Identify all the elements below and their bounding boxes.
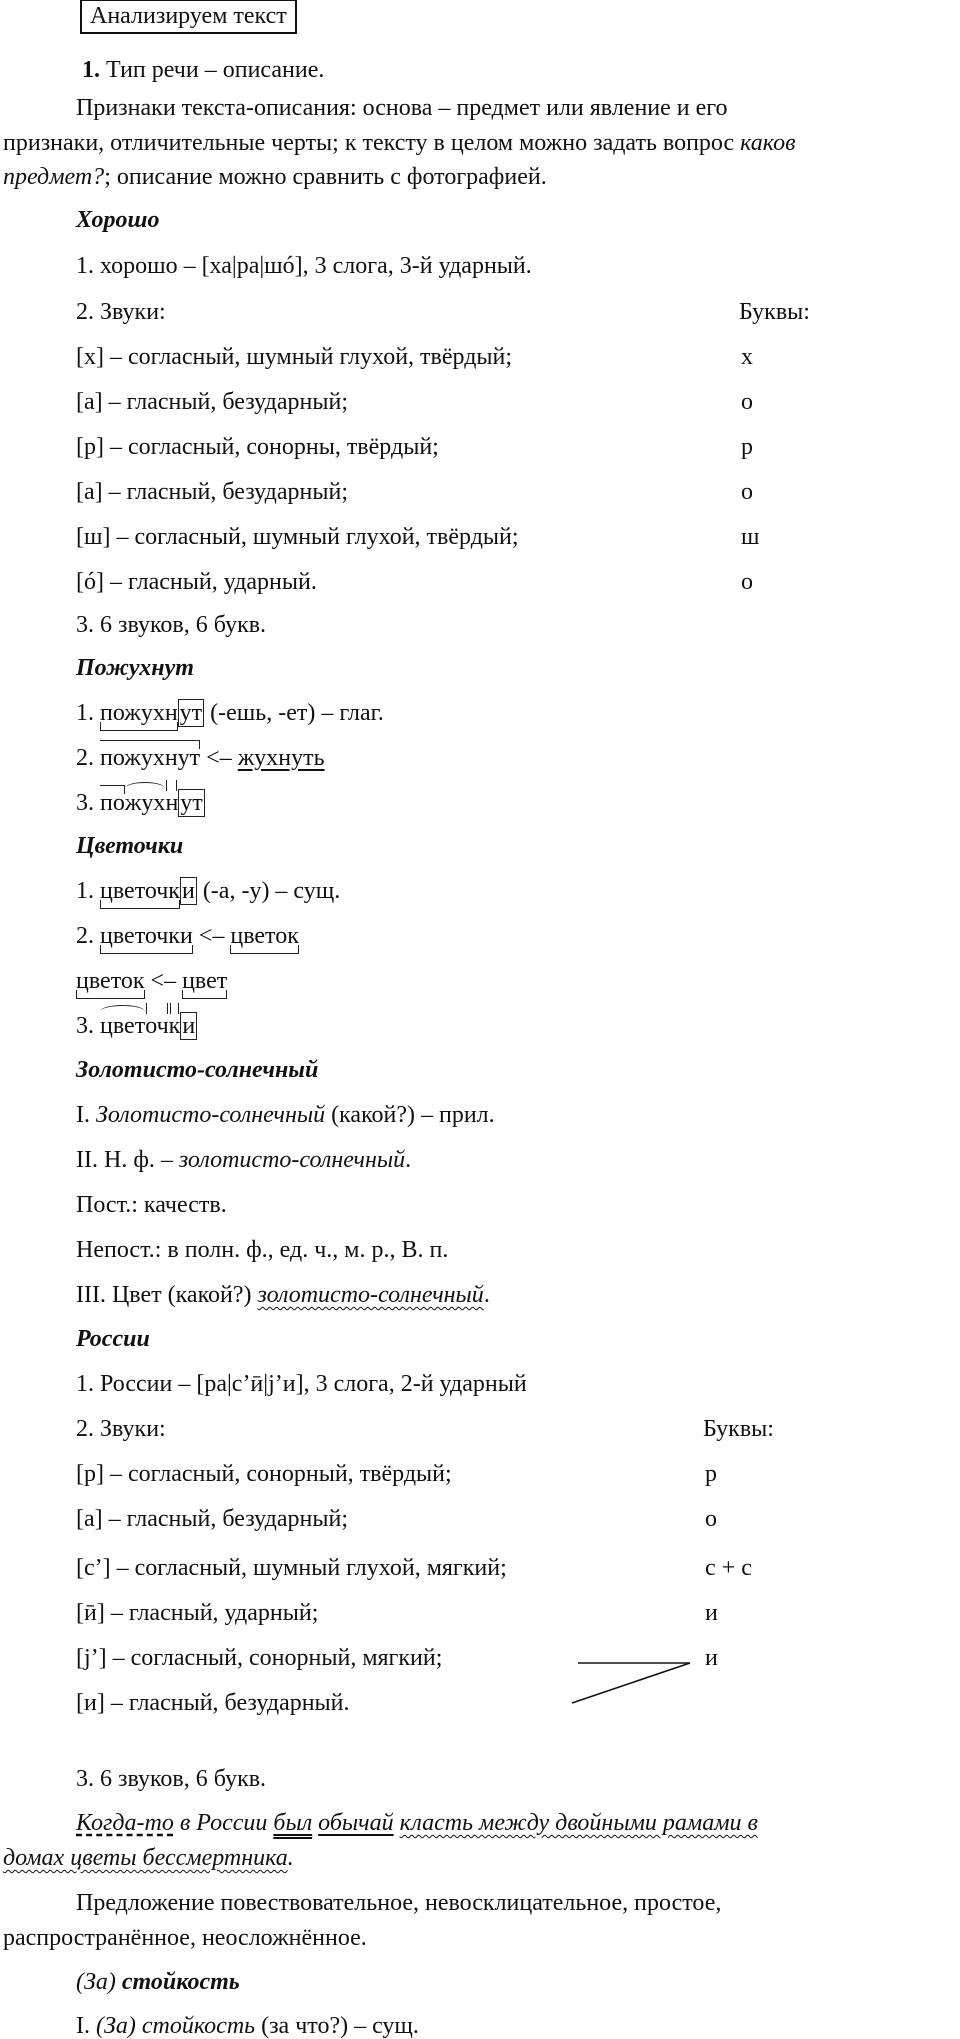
sentence-description-1: Предложение повествовательное, невосклицательное, простое, xyxy=(76,1890,722,1916)
sound-description: [и] – гласный, безударный. xyxy=(76,1690,350,1716)
part-of-speech: (какой?) – прил. xyxy=(325,1102,495,1128)
punctuation: . xyxy=(483,1282,490,1308)
word-ending: и xyxy=(182,1013,196,1039)
derivation-arrow: <– xyxy=(192,923,231,949)
word-root: жух xyxy=(124,790,166,816)
letter-value: о xyxy=(741,569,753,595)
derived-word: цветок xyxy=(76,968,145,994)
word-suffix: к xyxy=(168,1013,181,1039)
zolotisto-title: Золотисто-солнечный xyxy=(76,1057,319,1083)
stoykost-line-1 xyxy=(76,2014,419,2038)
speech-type-number: 1. xyxy=(82,57,100,83)
list-number: 2. xyxy=(76,923,100,949)
pozhukhnut-title: Пожухнут xyxy=(76,655,194,681)
list-number: 2. xyxy=(76,745,100,771)
derivation-arrow: <– xyxy=(200,745,238,771)
stoykost-title xyxy=(76,1970,240,1994)
letter-value: и xyxy=(705,1645,718,1671)
preposition: (За) xyxy=(76,1969,122,1995)
speech-type-text: Тип речи – описание. xyxy=(100,57,325,83)
punctuation: . xyxy=(405,1147,412,1173)
initial-form: золотисто-солнечный xyxy=(178,1147,406,1173)
khorosho-title: Хорошо xyxy=(76,207,160,233)
sound-description: [ш] – согласный, шумный глухой, твёрдый; xyxy=(76,524,519,550)
word-ending: и xyxy=(181,878,195,904)
derivation-arrow: <– xyxy=(144,968,183,994)
part-of-speech: (за что?) – сущ. xyxy=(255,2013,419,2039)
sound-description: [ӣ] – гласный, ударный; xyxy=(76,1600,319,1626)
predicate-word: был xyxy=(273,1810,313,1836)
rossii-letters-label: Буквы: xyxy=(703,1416,774,1442)
source-word: цвет xyxy=(182,968,228,994)
list-number: 3. xyxy=(76,790,100,816)
analyzed-word: Золотисто-солнечный xyxy=(96,1102,326,1128)
zolotisto-line-4: Непост.: в полн. ф., ед. ч., м. р., В. п. xyxy=(76,1237,449,1263)
initial-form-label: II. Н. ф. – xyxy=(76,1147,179,1173)
zolotisto-line-3: Пост.: качеств. xyxy=(76,1192,227,1218)
sound-description: [ó] – гласный, ударный. xyxy=(76,569,317,595)
sound-description: [х] – согласный, шумный глухой, твёрдый; xyxy=(76,344,513,370)
sound-description: [j’] – согласный, сонорный, мягкий; xyxy=(76,1645,443,1671)
sentence-text: в России xyxy=(173,1810,274,1836)
intro-text-end: ; описание можно сравнить с фотографией. xyxy=(104,164,547,190)
word-base: цветочк xyxy=(100,878,180,904)
intro-question: каков xyxy=(740,130,796,156)
word-prefix: по xyxy=(100,790,125,816)
khorosho-letters-label: Буквы: xyxy=(739,299,810,325)
letter-value: х xyxy=(741,344,753,370)
rossii-title: России xyxy=(76,1326,150,1352)
intro-paragraph-line-1: Признаки текста-описания: основа – предмет или явление и его xyxy=(76,95,728,121)
derived-word: цветочки xyxy=(100,923,193,949)
link-line-lower xyxy=(572,1663,690,1703)
roman-number: I. xyxy=(76,1102,96,1128)
sentence-line-1 xyxy=(76,1811,758,1835)
source-word: цветок xyxy=(230,923,299,949)
sentence-line-2 xyxy=(3,1846,294,1870)
sound-description: [а] – гласный, безударный; xyxy=(76,1506,349,1532)
word-root: цвет xyxy=(100,1013,146,1039)
letter-value: о xyxy=(741,389,753,415)
rossii-total: 3. 6 звуков, 6 букв. xyxy=(76,1766,267,1792)
attribute-phrase-end: домах цветы бессмертника xyxy=(3,1845,288,1871)
word-ending: ут xyxy=(180,790,203,816)
sound-description: [р] – согласный, сонорный, твёрдый; xyxy=(76,1461,452,1487)
rossii-syllables: 1. России – [ра|с’ӣ|j’и], 3 слога, 2-й ударный xyxy=(76,1371,527,1397)
derived-word: пожухнут xyxy=(100,745,201,771)
word-forms: (-ешь, -ет) – глаг. xyxy=(204,700,384,726)
analyzed-word-title: стойкость xyxy=(121,1969,240,1995)
letter-value: и xyxy=(705,1600,718,1626)
sound-description: [с’] – согласный, шумный глухой, мягкий; xyxy=(76,1555,507,1581)
attribute-phrase: класть между двойными рамами в xyxy=(399,1810,758,1836)
letter-value: ш xyxy=(741,524,760,550)
roman-number: I. xyxy=(76,2013,96,2039)
khorosho-syllables: 1. хорошо – [ха|ра|шó], 3 слога, 3-й ударный. xyxy=(76,253,532,279)
adverbial-word: Когда-то xyxy=(76,1810,174,1836)
heading-box: Анализируем текст xyxy=(80,0,297,34)
sound-description: [а] – гласный, безударный; xyxy=(76,389,349,415)
source-word: жухнуть xyxy=(237,745,325,771)
word-suffix: н xyxy=(165,790,179,816)
word-forms: (-а, -у) – сущ. xyxy=(196,878,341,904)
tsvetochki-title: Цветочки xyxy=(76,833,184,859)
word-base: пожухн xyxy=(100,700,178,726)
sound-description: [р] – согласный, сонорны, твёрдый; xyxy=(76,434,439,460)
letter-value: о xyxy=(705,1506,717,1532)
letter-value: р xyxy=(705,1461,717,1487)
khorosho-sounds-label: 2. Звуки: xyxy=(76,299,166,325)
intro-question-end: предмет? xyxy=(3,164,105,190)
syntax-role-text: III. Цвет (какой?) xyxy=(76,1282,258,1308)
rossii-sounds-label: 2. Звуки: xyxy=(76,1416,166,1442)
list-number: 1. xyxy=(76,878,100,904)
word-suffix: оч xyxy=(145,1013,169,1039)
intro-text: признаки, отличительные черты; к тексту в целом можно задать вопрос xyxy=(3,130,741,156)
list-number: 1. xyxy=(76,700,100,726)
subject-word: обычай xyxy=(318,1810,394,1836)
punctuation: . xyxy=(287,1845,294,1871)
letter-value: с + с xyxy=(705,1555,752,1581)
list-number: 3. xyxy=(76,1013,100,1039)
attribute-word: золотисто-солнечный xyxy=(257,1282,484,1308)
analyzed-word: (За) стойкость xyxy=(96,2013,256,2039)
khorosho-total: 3. 6 звуков, 6 букв. xyxy=(76,612,267,638)
sound-description: [а] – гласный, безударный; xyxy=(76,479,349,505)
sentence-description-2: распространённое, неосложнённое. xyxy=(3,1925,367,1951)
letter-value: р xyxy=(741,434,753,460)
letter-value: о xyxy=(741,479,753,505)
word-ending: ут xyxy=(179,700,203,726)
